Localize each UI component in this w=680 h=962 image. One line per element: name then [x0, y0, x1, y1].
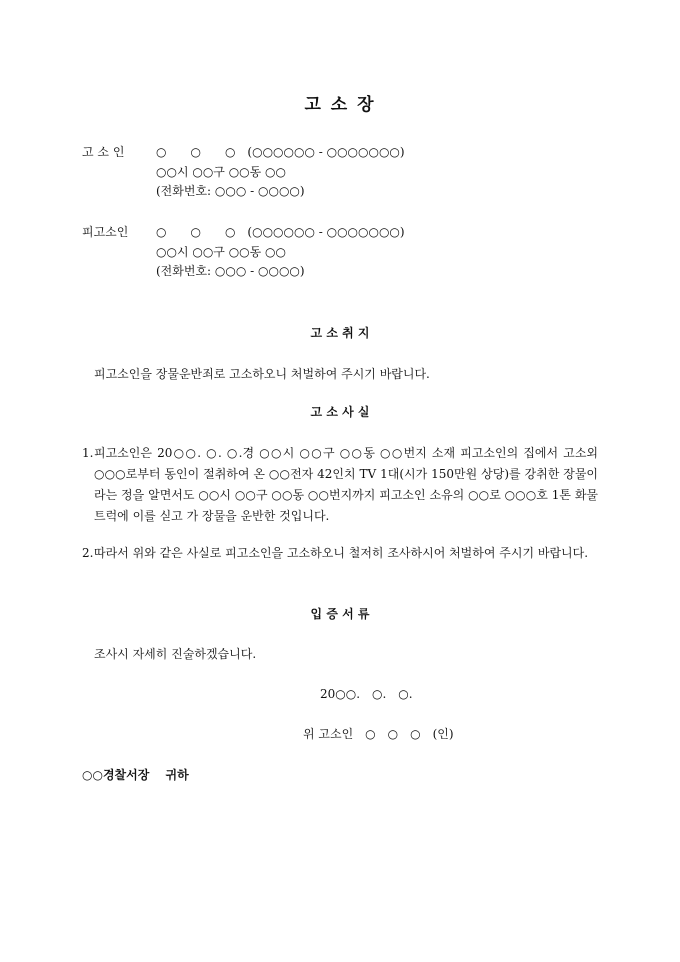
evidence-heading: 입 증 서 류	[310, 607, 370, 621]
defendant-label: 피고소인	[82, 225, 129, 239]
document-title: 고 소 장	[304, 95, 376, 115]
facts-item	[82, 443, 598, 527]
defendant-phone: (전화번호: ○○○ - ○○○○)	[156, 264, 305, 278]
evidence-body: 조사시 자세히 진술하겠습니다.	[94, 647, 257, 661]
document-date: 20○○. ○. ○.	[320, 687, 413, 701]
complainant-address: ○○시 ○○구 ○○동 ○○	[156, 165, 286, 179]
facts-item	[82, 543, 598, 564]
facts-item-text: 피고소인은 20○○. ○. ○.경 ○○시 ○○구 ○○동 ○○번지 소재 피고소인의 집에서 고소외 ○○○로부터 동인이 절취하여 온 ○○전자 42인치 TV 1대(시가 150만원 상당)를 강취한 장물이라는 정을 알면서도 ○○시 ○○구 ○○동 ○○번지까지 피고소인 소유의 ○○로 ○○○호 1톤 화물트럭에 이를 싣고 가 장물을 운반한 것입니다.	[94, 446, 598, 523]
complainant-phone: (전화번호: ○○○ - ○○○○)	[156, 184, 305, 198]
recipient: ○○경찰서장 귀하	[82, 768, 189, 782]
purpose-body: 피고소인을 장물운반죄로 고소하오니 처벌하여 주시기 바랍니다.	[94, 367, 430, 381]
facts-item-number: 1.	[82, 446, 94, 460]
purpose-heading: 고 소 취 지	[310, 326, 370, 340]
defendant-address: ○○시 ○○구 ○○동 ○○	[156, 245, 286, 259]
facts-item-text: 따라서 위와 같은 사실로 피고소인을 고소하오니 철저히 조사하시어 처벌하여 주시기 바랍니다.	[94, 546, 589, 560]
complainant-label: 고 소 인	[82, 145, 125, 159]
facts-heading: 고 소 사 실	[310, 405, 370, 419]
complainant-name-line: ○ ○ ○ (○○○○○○ - ○○○○○○○)	[156, 145, 405, 159]
facts-item-number: 2.	[82, 546, 94, 560]
signature-line: 위 고소인 ○ ○ ○ (인)	[303, 727, 454, 741]
defendant-name-line: ○ ○ ○ (○○○○○○ - ○○○○○○○)	[156, 225, 405, 239]
